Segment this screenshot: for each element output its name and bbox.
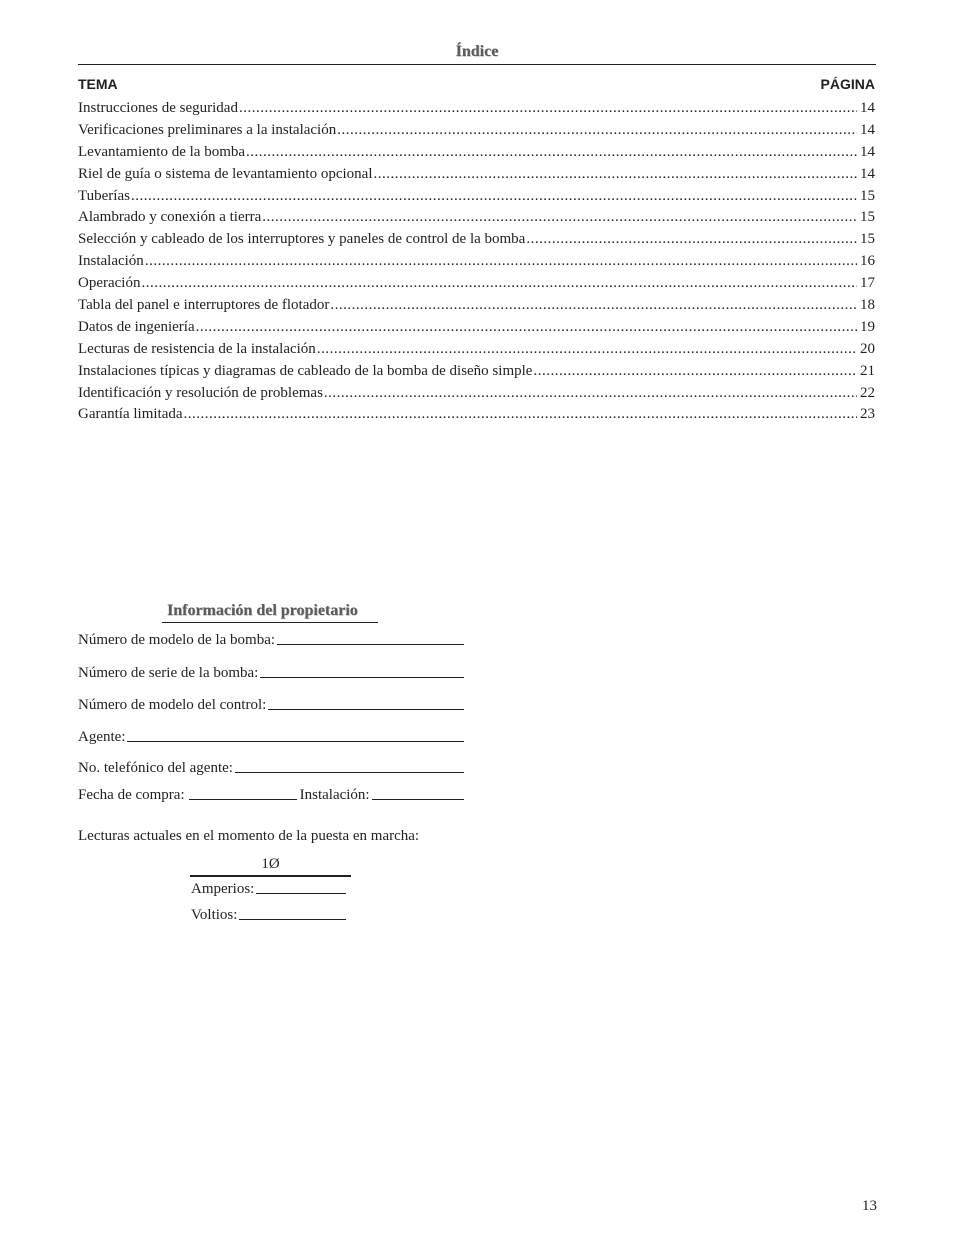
toc-row — [78, 341, 875, 363]
agent-phone-label: No. telefónico del agente: — [78, 760, 233, 776]
agent-field[interactable] — [78, 729, 464, 746]
toc-row — [78, 253, 875, 275]
toc-row — [78, 166, 875, 188]
toc-row — [78, 385, 875, 407]
toc-page: 14 — [860, 100, 875, 116]
toc-leader — [131, 188, 857, 205]
purchase-date-label: Fecha de compra: — [78, 787, 185, 803]
toc-label: Levantamiento de la bomba — [78, 143, 246, 160]
table-of-contents — [78, 100, 875, 428]
toc-leader — [533, 363, 857, 380]
toc-leader — [141, 275, 857, 292]
toc-label: Identificación y resolución de problemas — [78, 384, 323, 401]
toc-leader — [337, 122, 857, 139]
toc-leader — [330, 297, 857, 314]
toc-row — [78, 122, 875, 144]
toc-label: Alambrado y conexión a tierra — [78, 209, 262, 226]
toc-leader — [317, 341, 857, 358]
toc-label: Datos de ingeniería — [78, 318, 195, 335]
pump-model-field[interactable] — [78, 632, 464, 649]
amps-line[interactable] — [256, 893, 346, 894]
toc-page: 22 — [860, 384, 875, 401]
toc-page: 15 — [860, 209, 875, 226]
toc-label: Selección y cableado de los interruptores y paneles de control de la bomba — [78, 231, 526, 248]
toc-leader — [526, 231, 857, 248]
control-model-line[interactable] — [268, 709, 464, 710]
owner-info-title: Información del propietario — [162, 601, 378, 623]
toc-row — [78, 297, 875, 319]
page-title: Índice — [455, 43, 499, 60]
toc-label: Instalación — [78, 253, 144, 270]
agent-line[interactable] — [127, 741, 464, 742]
volts-field[interactable] — [191, 907, 346, 924]
toc-page: 17 — [860, 275, 875, 292]
pump-serial-line[interactable] — [260, 677, 464, 678]
toc-label: Tabla del panel e interruptores de flotador — [78, 297, 330, 314]
toc-page: 15 — [860, 187, 875, 204]
toc-row — [78, 319, 875, 341]
toc-column-topic: TEMA — [78, 76, 118, 92]
pump-model-line[interactable] — [277, 644, 464, 645]
volts-line[interactable] — [239, 919, 346, 920]
page-number: 13 — [862, 1198, 877, 1214]
phase-heading: 1Ø — [190, 855, 351, 877]
agent-phone-line[interactable] — [235, 772, 464, 773]
amps-field[interactable] — [191, 881, 346, 898]
toc-leader — [145, 253, 857, 270]
toc-label: Garantía limitada — [78, 406, 183, 423]
agent-phone-field[interactable] — [78, 760, 464, 777]
pump-serial-label: Número de serie de la bomba: — [78, 665, 259, 681]
toc-label: Instalaciones típicas y diagramas de cableado de la bomba de diseño simple — [78, 362, 533, 379]
toc-row — [78, 363, 875, 385]
purchase-installation-row — [78, 787, 464, 804]
toc-page: 16 — [860, 253, 875, 270]
toc-row — [78, 231, 875, 253]
toc-page: 14 — [860, 143, 875, 160]
toc-label: Tuberías — [78, 187, 130, 204]
toc-page: 14 — [860, 165, 875, 182]
toc-leader — [196, 319, 857, 336]
toc-row — [78, 100, 875, 122]
toc-page: 21 — [860, 362, 875, 379]
toc-page: 23 — [860, 406, 875, 423]
toc-leader — [246, 144, 857, 161]
amps-label: Amperios: — [191, 881, 255, 897]
toc-leader — [324, 385, 857, 402]
installation-label: Instalación: — [299, 787, 370, 803]
toc-page: 18 — [860, 297, 875, 314]
agent-label: Agente: — [78, 729, 126, 745]
volts-label: Voltios: — [191, 907, 238, 923]
toc-row — [78, 188, 875, 210]
toc-label: Riel de guía o sistema de levantamiento opcional — [78, 165, 373, 182]
toc-row — [78, 406, 875, 428]
toc-leader — [374, 166, 858, 183]
readings-intro: Lecturas actuales en el momento de la puesta en marcha: — [78, 828, 420, 844]
toc-row — [78, 144, 875, 166]
toc-leader — [239, 100, 857, 117]
toc-label: Verificaciones preliminares a la instalación — [78, 121, 337, 138]
toc-label: Instrucciones de seguridad — [78, 100, 238, 116]
title-rule — [78, 64, 876, 65]
toc-label: Operación — [78, 275, 141, 292]
purchase-date-line[interactable] — [189, 799, 297, 800]
toc-label: Lecturas de resistencia de la instalación — [78, 340, 316, 357]
toc-row — [78, 275, 875, 297]
toc-row — [78, 209, 875, 231]
toc-page: 14 — [860, 121, 875, 138]
installation-line[interactable] — [372, 799, 464, 800]
control-model-field[interactable] — [78, 697, 464, 714]
toc-page: 20 — [860, 340, 875, 357]
toc-leader — [262, 209, 857, 226]
pump-model-label: Número de modelo de la bomba: — [78, 632, 276, 648]
toc-page: 19 — [860, 318, 875, 335]
toc-page: 15 — [860, 231, 875, 248]
toc-leader — [184, 406, 857, 423]
toc-column-page: PÁGINA — [820, 76, 875, 92]
pump-serial-field[interactable] — [78, 665, 464, 682]
control-model-label: Número de modelo del control: — [78, 697, 267, 713]
